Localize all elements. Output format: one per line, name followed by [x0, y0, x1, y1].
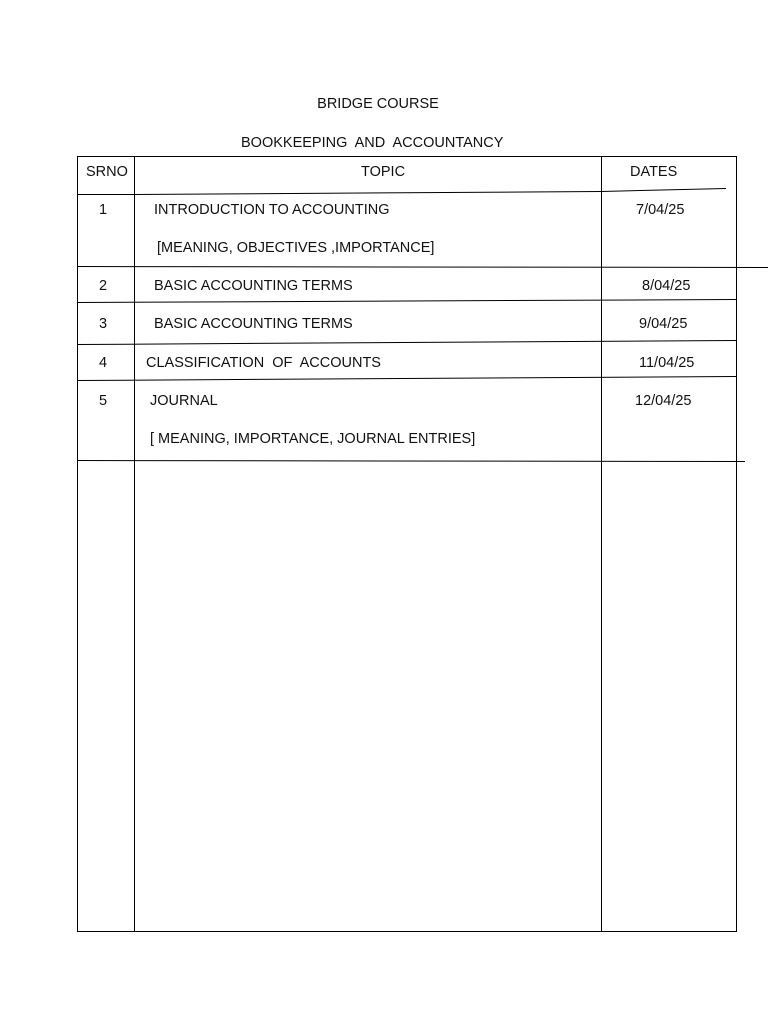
row-topic: BASIC ACCOUNTING TERMS [154, 278, 353, 294]
row-2-bottom-line [77, 300, 736, 303]
row-4-bottom-line [77, 377, 736, 381]
row-date: 7/04/25 [636, 202, 685, 218]
table-divider-srno [134, 156, 135, 932]
row-topic: JOURNAL [150, 393, 218, 409]
header-underline-dates [601, 189, 726, 192]
table-border-left [77, 156, 78, 932]
table-divider-topic [601, 156, 602, 932]
row-5-bottom-line [77, 461, 745, 462]
row-date: 12/04/25 [635, 393, 692, 409]
header-underline-topic [134, 192, 601, 195]
row-date: 9/04/25 [639, 316, 688, 332]
row-topic-detail: [ MEANING, IMPORTANCE, JOURNAL ENTRIES] [150, 431, 476, 447]
row-3-bottom-line [77, 341, 736, 345]
row-srno: 2 [99, 278, 108, 294]
row-date: 11/04/25 [639, 355, 695, 371]
row-date: 8/04/25 [642, 278, 691, 294]
row-topic-detail: [MEANING, OBJECTIVES ,IMPORTANCE] [157, 240, 435, 256]
row-topic: BASIC ACCOUNTING TERMS [154, 316, 353, 332]
header-dates: DATES [630, 164, 678, 180]
row-srno: 4 [99, 355, 108, 371]
row-topic: CLASSIFICATION OF ACCOUNTS [146, 355, 381, 371]
header-topic: TOPIC [361, 164, 406, 180]
row-srno: 3 [99, 316, 108, 332]
row-srno: 5 [99, 393, 108, 409]
document-title: BRIDGE COURSE [317, 96, 439, 112]
row-srno: 1 [99, 202, 108, 218]
table-border-right [736, 156, 737, 932]
document-subtitle: BOOKKEEPING AND ACCOUNTANCY [241, 135, 504, 151]
row-1-bottom-line [77, 267, 768, 268]
header-srno: SRNO [86, 164, 128, 180]
row-topic: INTRODUCTION TO ACCOUNTING [154, 202, 390, 218]
